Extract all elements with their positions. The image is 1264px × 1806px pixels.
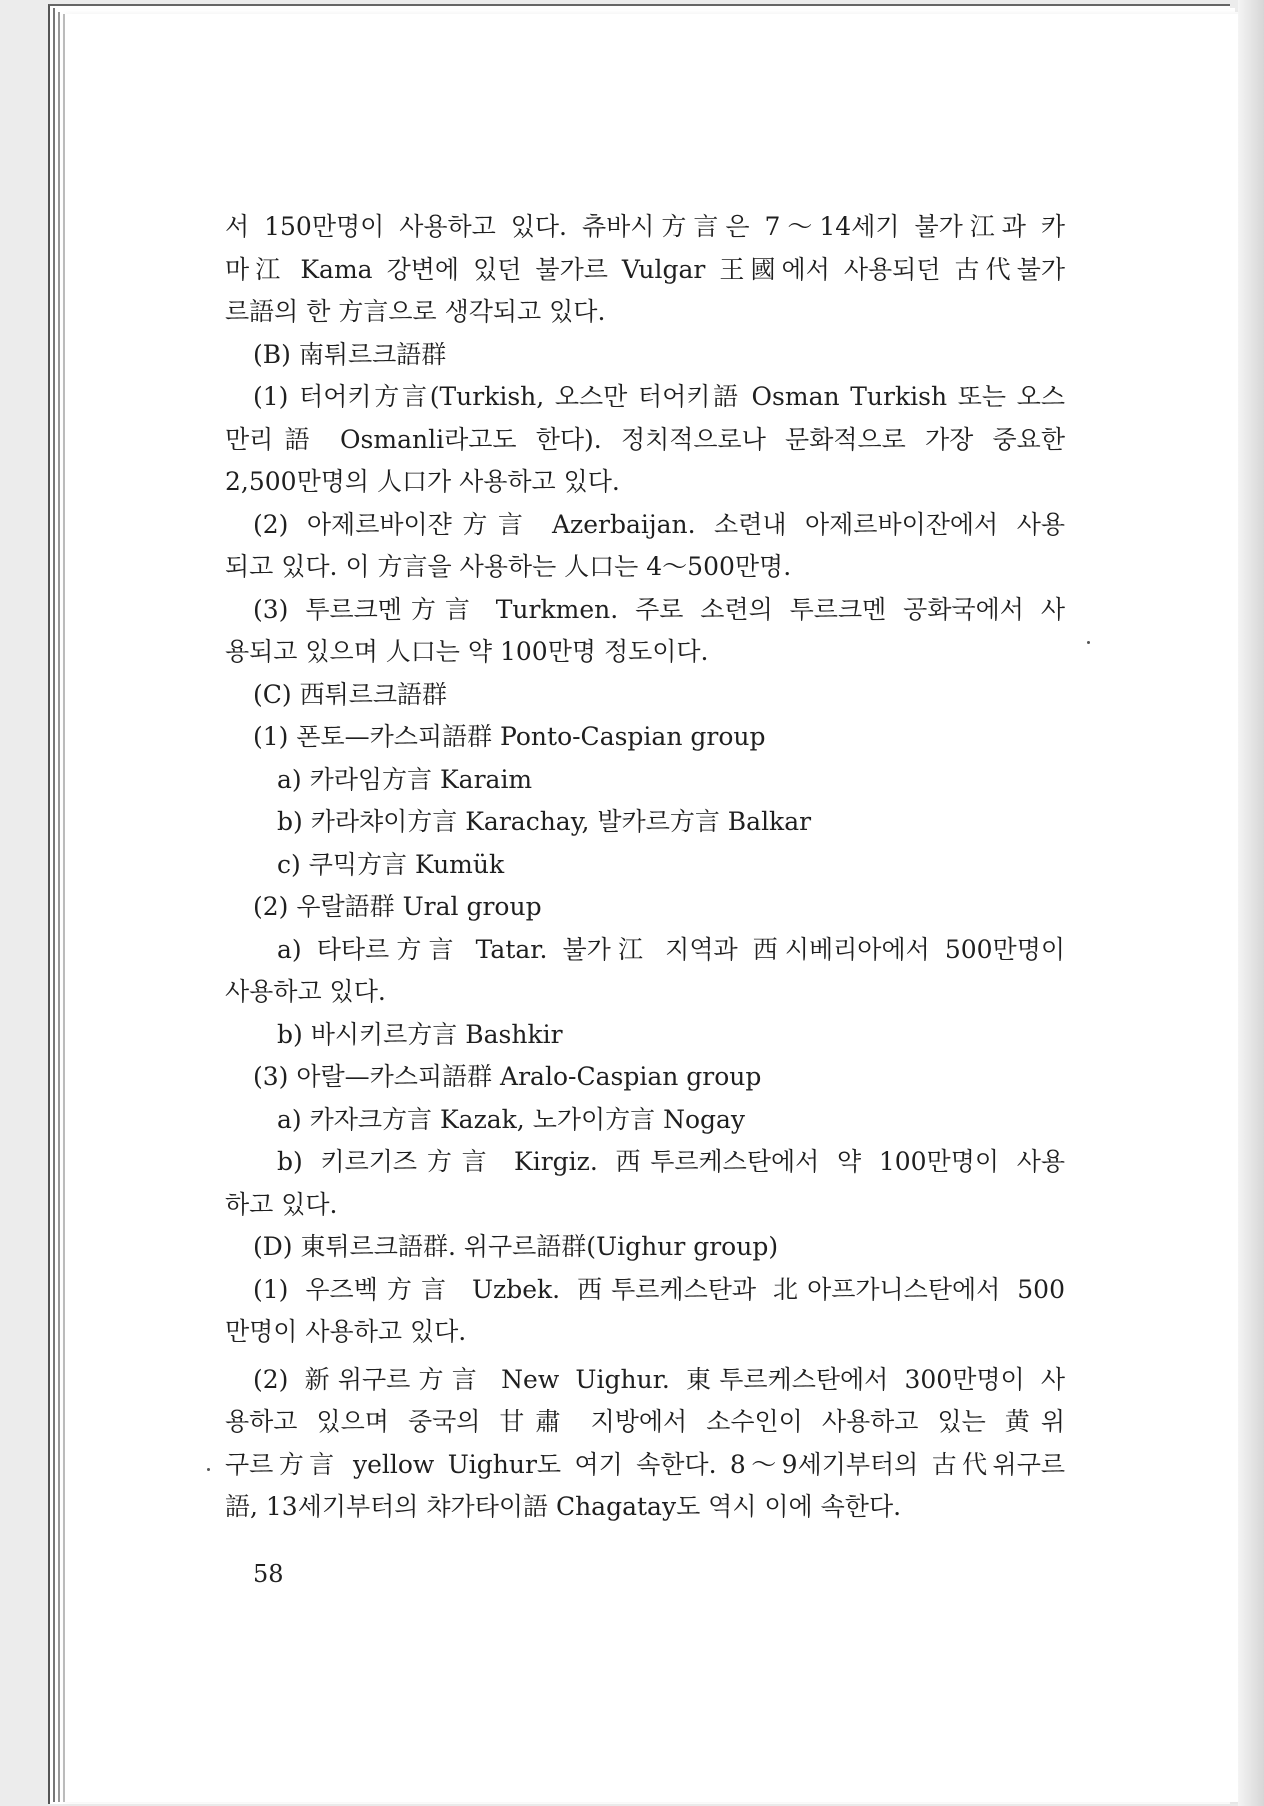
list-item: b) 키르기즈方言 Kirgiz. 西투르케스탄에서 약 100만명이 사용 bbox=[277, 1147, 1065, 1176]
text-line: 만명이 사용하고 있다. bbox=[225, 1317, 467, 1346]
text-line: 구르方言 yellow Uighur도 여기 속한다. 8〜9세기부터의 古代위구르 bbox=[225, 1449, 1065, 1479]
subsection-heading: (1) 폰토—카스피語群 Ponto-Caspian group bbox=[253, 722, 766, 751]
text-line: 하고 있다. bbox=[225, 1189, 338, 1219]
text-line: 용하고 있으며 중국의 甘肅 지방에서 소수인이 사용하고 있는 黄위 bbox=[225, 1407, 1065, 1436]
text-line: 語, 13세기부터의 챠가타이語 Chagatay도 역시 이에 속한다. bbox=[225, 1492, 902, 1521]
list-item: c) 쿠믹方言 Kumük bbox=[277, 849, 505, 879]
text-line: 서 150만명이 사용하고 있다. 츄바시方言은 7〜14세기 불가江과 카 bbox=[225, 212, 1065, 241]
list-item: a) 타타르方言 Tatar. 불가江 지역과 西시베리아에서 500만명이 bbox=[277, 934, 1065, 964]
list-item: a) 카라임方言 Karaim bbox=[277, 764, 533, 794]
text-line: 마江 Kama 강변에 있던 불가르 Vulgar 王國에서 사용되던 古代불가 bbox=[225, 254, 1065, 284]
text-line: (3) 투르크멘方言 Turkmen. 주로 소련의 투르크멘 공화국에서 사 bbox=[253, 594, 1065, 624]
text-line: (2) 新위구르方言 New Uighur. 東투르케스탄에서 300만명이 사 bbox=[253, 1364, 1065, 1394]
text-line: 용되고 있으며 人口는 약 100만명 정도이다. bbox=[225, 637, 709, 666]
page-shadow bbox=[1238, 0, 1264, 1806]
text-line: (1) 우즈벡方言 Uzbek. 西투르케스탄과 北아프가니스탄에서 500 bbox=[253, 1274, 1065, 1304]
scan-speck bbox=[207, 1468, 210, 1471]
text-line: 만리語 Osmanli라고도 한다). 정치적으로나 문화적으로 가장 중요한 bbox=[225, 424, 1065, 454]
text-line: (1) 터어키方言(Turkish, 오스만 터어키語 Osman Turkish 또는 오스 bbox=[253, 382, 1065, 411]
page-number: 58 bbox=[253, 1560, 284, 1588]
text-line: (2) 아제르바이쟌方言 Azerbaijan. 소련내 아제르바이잔에서 사용 bbox=[253, 509, 1065, 539]
text-line: 2,500만명의 人口가 사용하고 있다. bbox=[225, 467, 620, 496]
text-line: 되고 있다. 이 方言을 사용하는 人口는 4〜500만명. bbox=[225, 552, 792, 581]
subsection-heading: (2) 우랄語群 Ural group bbox=[253, 892, 542, 921]
scan-speck bbox=[1087, 641, 1090, 644]
list-item: b) 바시키르方言 Bashkir bbox=[277, 1019, 563, 1049]
list-item: b) 카라챠이方言 Karachay, 발카르方言 Balkar bbox=[277, 807, 812, 836]
section-heading: (D) 東튀르크語群. 위구르語群(Uighur group) bbox=[253, 1232, 779, 1261]
subsection-heading: (3) 아랄—카스피語群 Aralo-Caspian group bbox=[253, 1062, 762, 1091]
text-line: 르語의 한 方言으로 생각되고 있다. bbox=[225, 297, 606, 326]
section-heading: (C) 西튀르크語群 bbox=[253, 679, 448, 709]
text-line: 사용하고 있다. bbox=[225, 977, 386, 1006]
list-item: a) 카자크方言 Kazak, 노가이方言 Nogay bbox=[277, 1104, 746, 1134]
page-body-text bbox=[225, 206, 1065, 1529]
section-heading: (B) 南튀르크語群 bbox=[253, 339, 447, 369]
